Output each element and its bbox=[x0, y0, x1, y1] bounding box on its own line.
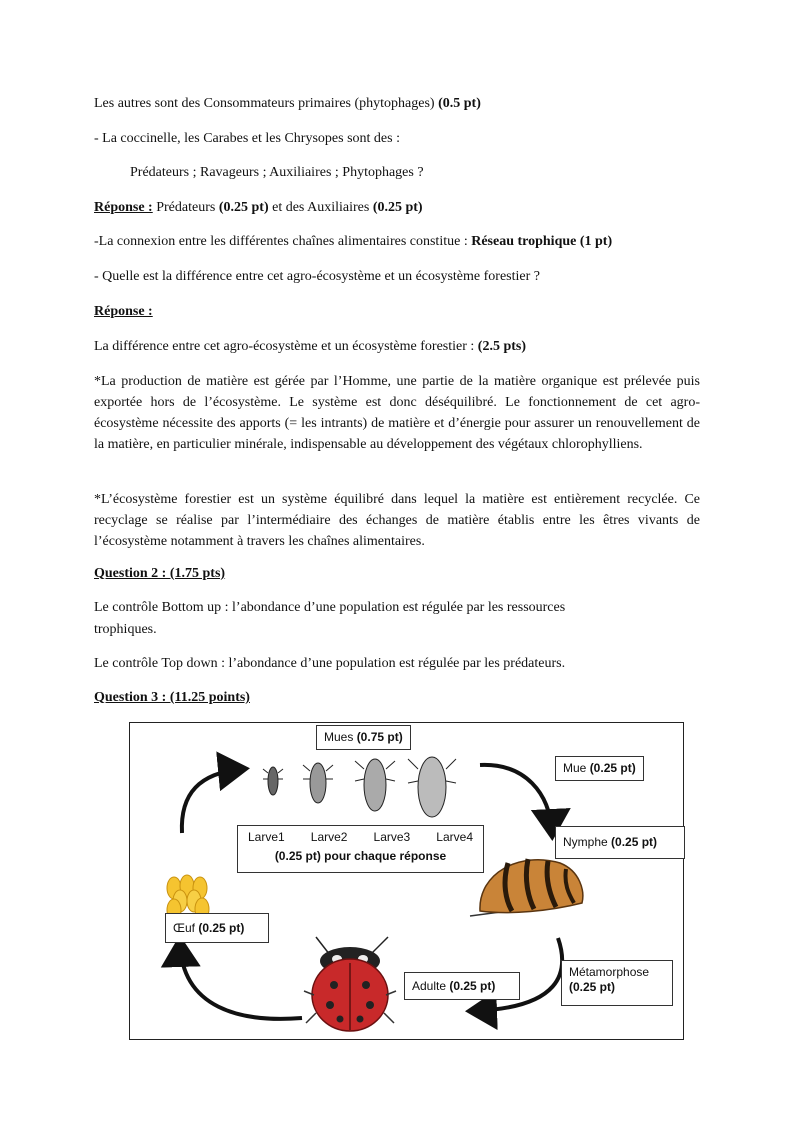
reponse-points-b: (0.25 pt) bbox=[372, 200, 423, 215]
arrow-adulte-to-oeuf bbox=[180, 943, 302, 1019]
text-consommateurs: Les autres sont des Consommateurs primaires (phytophages) bbox=[94, 96, 439, 111]
label-mue bbox=[555, 756, 644, 781]
line-reponse-1 bbox=[94, 198, 423, 218]
larve-3-label: Larve3 bbox=[373, 830, 411, 844]
oeuf-text: Œuf bbox=[173, 921, 199, 935]
bottom-up-line-2: trophiques. bbox=[94, 622, 157, 637]
metamorphose-text: Métamorphose bbox=[569, 965, 650, 979]
mue-text: Mue bbox=[563, 761, 590, 775]
reponse-points-a: (0.25 pt) bbox=[218, 200, 269, 215]
oeuf-points: (0.25 pt) bbox=[198, 921, 245, 935]
question-2-heading: Question 2 : (1.75 pts) bbox=[94, 566, 226, 581]
label-nymphe bbox=[555, 826, 685, 859]
reponse-text-b: et des Auxiliaires bbox=[268, 200, 373, 215]
metamorphose-points: (0.25 pt) bbox=[569, 980, 616, 994]
ladybug-life-cycle-figure bbox=[129, 722, 684, 1040]
larva-3 bbox=[355, 759, 395, 811]
adulte-text: Adulte bbox=[412, 979, 450, 993]
larve-1-label: Larve1 bbox=[248, 830, 285, 844]
difference-points: (2.5 pts) bbox=[477, 339, 527, 354]
pupa bbox=[470, 859, 583, 916]
adult-ladybug bbox=[304, 937, 396, 1031]
reponse-text-a: Prédateurs bbox=[152, 200, 219, 215]
points-05: (0.5 pt) bbox=[438, 96, 481, 111]
difference-text: La différence entre cet agro-écosystème et un écosystème forestier : bbox=[94, 339, 478, 354]
arrow-oeuf-to-larve bbox=[182, 769, 242, 833]
line-consommateurs bbox=[94, 94, 481, 114]
label-oeuf bbox=[165, 913, 269, 943]
label-mues bbox=[316, 725, 411, 750]
question-2-title bbox=[94, 564, 225, 584]
label-adulte bbox=[404, 972, 520, 1000]
line-question-coccinelle: - La coccinelle, les Carabes et les Chrysopes sont des : bbox=[94, 131, 400, 146]
reponse-label-2: Réponse : bbox=[94, 304, 153, 319]
larva-1 bbox=[263, 767, 283, 795]
larva-2 bbox=[303, 763, 333, 803]
arrow-larve-to-nymphe bbox=[480, 765, 552, 833]
larve-2-label: Larve2 bbox=[310, 830, 348, 844]
reseau-trophique-answer: Réseau trophique (1 pt) bbox=[471, 234, 613, 249]
nymphe-text: Nymphe bbox=[563, 835, 612, 849]
line-question-difference: - Quelle est la différence entre cet agro-écosystème et un écosystème forestier ? bbox=[94, 269, 540, 284]
mues-points: (0.75 pt) bbox=[356, 730, 403, 744]
paragraph-agro-ecosysteme: *La production de matière est gérée par l’Homme, une partie de la matière organique est prélevée puis exportée hors de l’écosystème. Le système est donc déséquilibré. Le fonctionnement de cet agro-écosystème nécessite des apports (= les intrants) de matière et d’énergie pour assurer un renouvellement de la matière, en particulier minérale, indispensable au développement des végétaux chlorophylliens. bbox=[94, 374, 700, 452]
mues-text: Mues bbox=[324, 730, 357, 744]
nymphe-points: (0.25 pt) bbox=[611, 835, 658, 849]
question-3-heading: Question 3 : (11.25 points) bbox=[94, 690, 250, 705]
larves-row bbox=[248, 830, 473, 845]
label-larves bbox=[237, 825, 484, 873]
paragraph-ecosysteme-forestier: *L’écosystème forestier est un système équilibré dans lequel la matière est entièrement recyclée. Ce recyclage se réalise par l’intermédiaire des échanges de matière établis entre les êtres vivants de l’écosystème notamment à travers les chaînes alimentaires. bbox=[94, 492, 700, 549]
line-reseau-trophique bbox=[94, 232, 612, 252]
larve-4-label: Larve4 bbox=[436, 830, 473, 844]
bottom-up-line-1: Le contrôle Bottom up : l’abondance d’une population est régulée par les ressources bbox=[94, 600, 566, 615]
reponse-label: Réponse : bbox=[94, 200, 153, 215]
question-3-title bbox=[94, 688, 250, 708]
larva-4 bbox=[408, 757, 456, 817]
label-metamorphose bbox=[561, 960, 673, 1006]
line-reponse-2 bbox=[94, 302, 153, 322]
top-down-line: Le contrôle Top down : l’abondance d’une population est régulée par les prédateurs. bbox=[94, 656, 566, 671]
mue-points: (0.25 pt) bbox=[589, 761, 636, 775]
line-difference bbox=[94, 337, 526, 357]
line-choices: Prédateurs ; Ravageurs ; Auxiliaires ; Phytophages ? bbox=[130, 165, 424, 180]
adulte-points: (0.25 pt) bbox=[449, 979, 496, 993]
larves-points: (0.25 pt) pour chaque réponse bbox=[274, 849, 447, 863]
connexion-text: -La connexion entre les différentes chaînes alimentaires constitue : bbox=[94, 234, 472, 249]
